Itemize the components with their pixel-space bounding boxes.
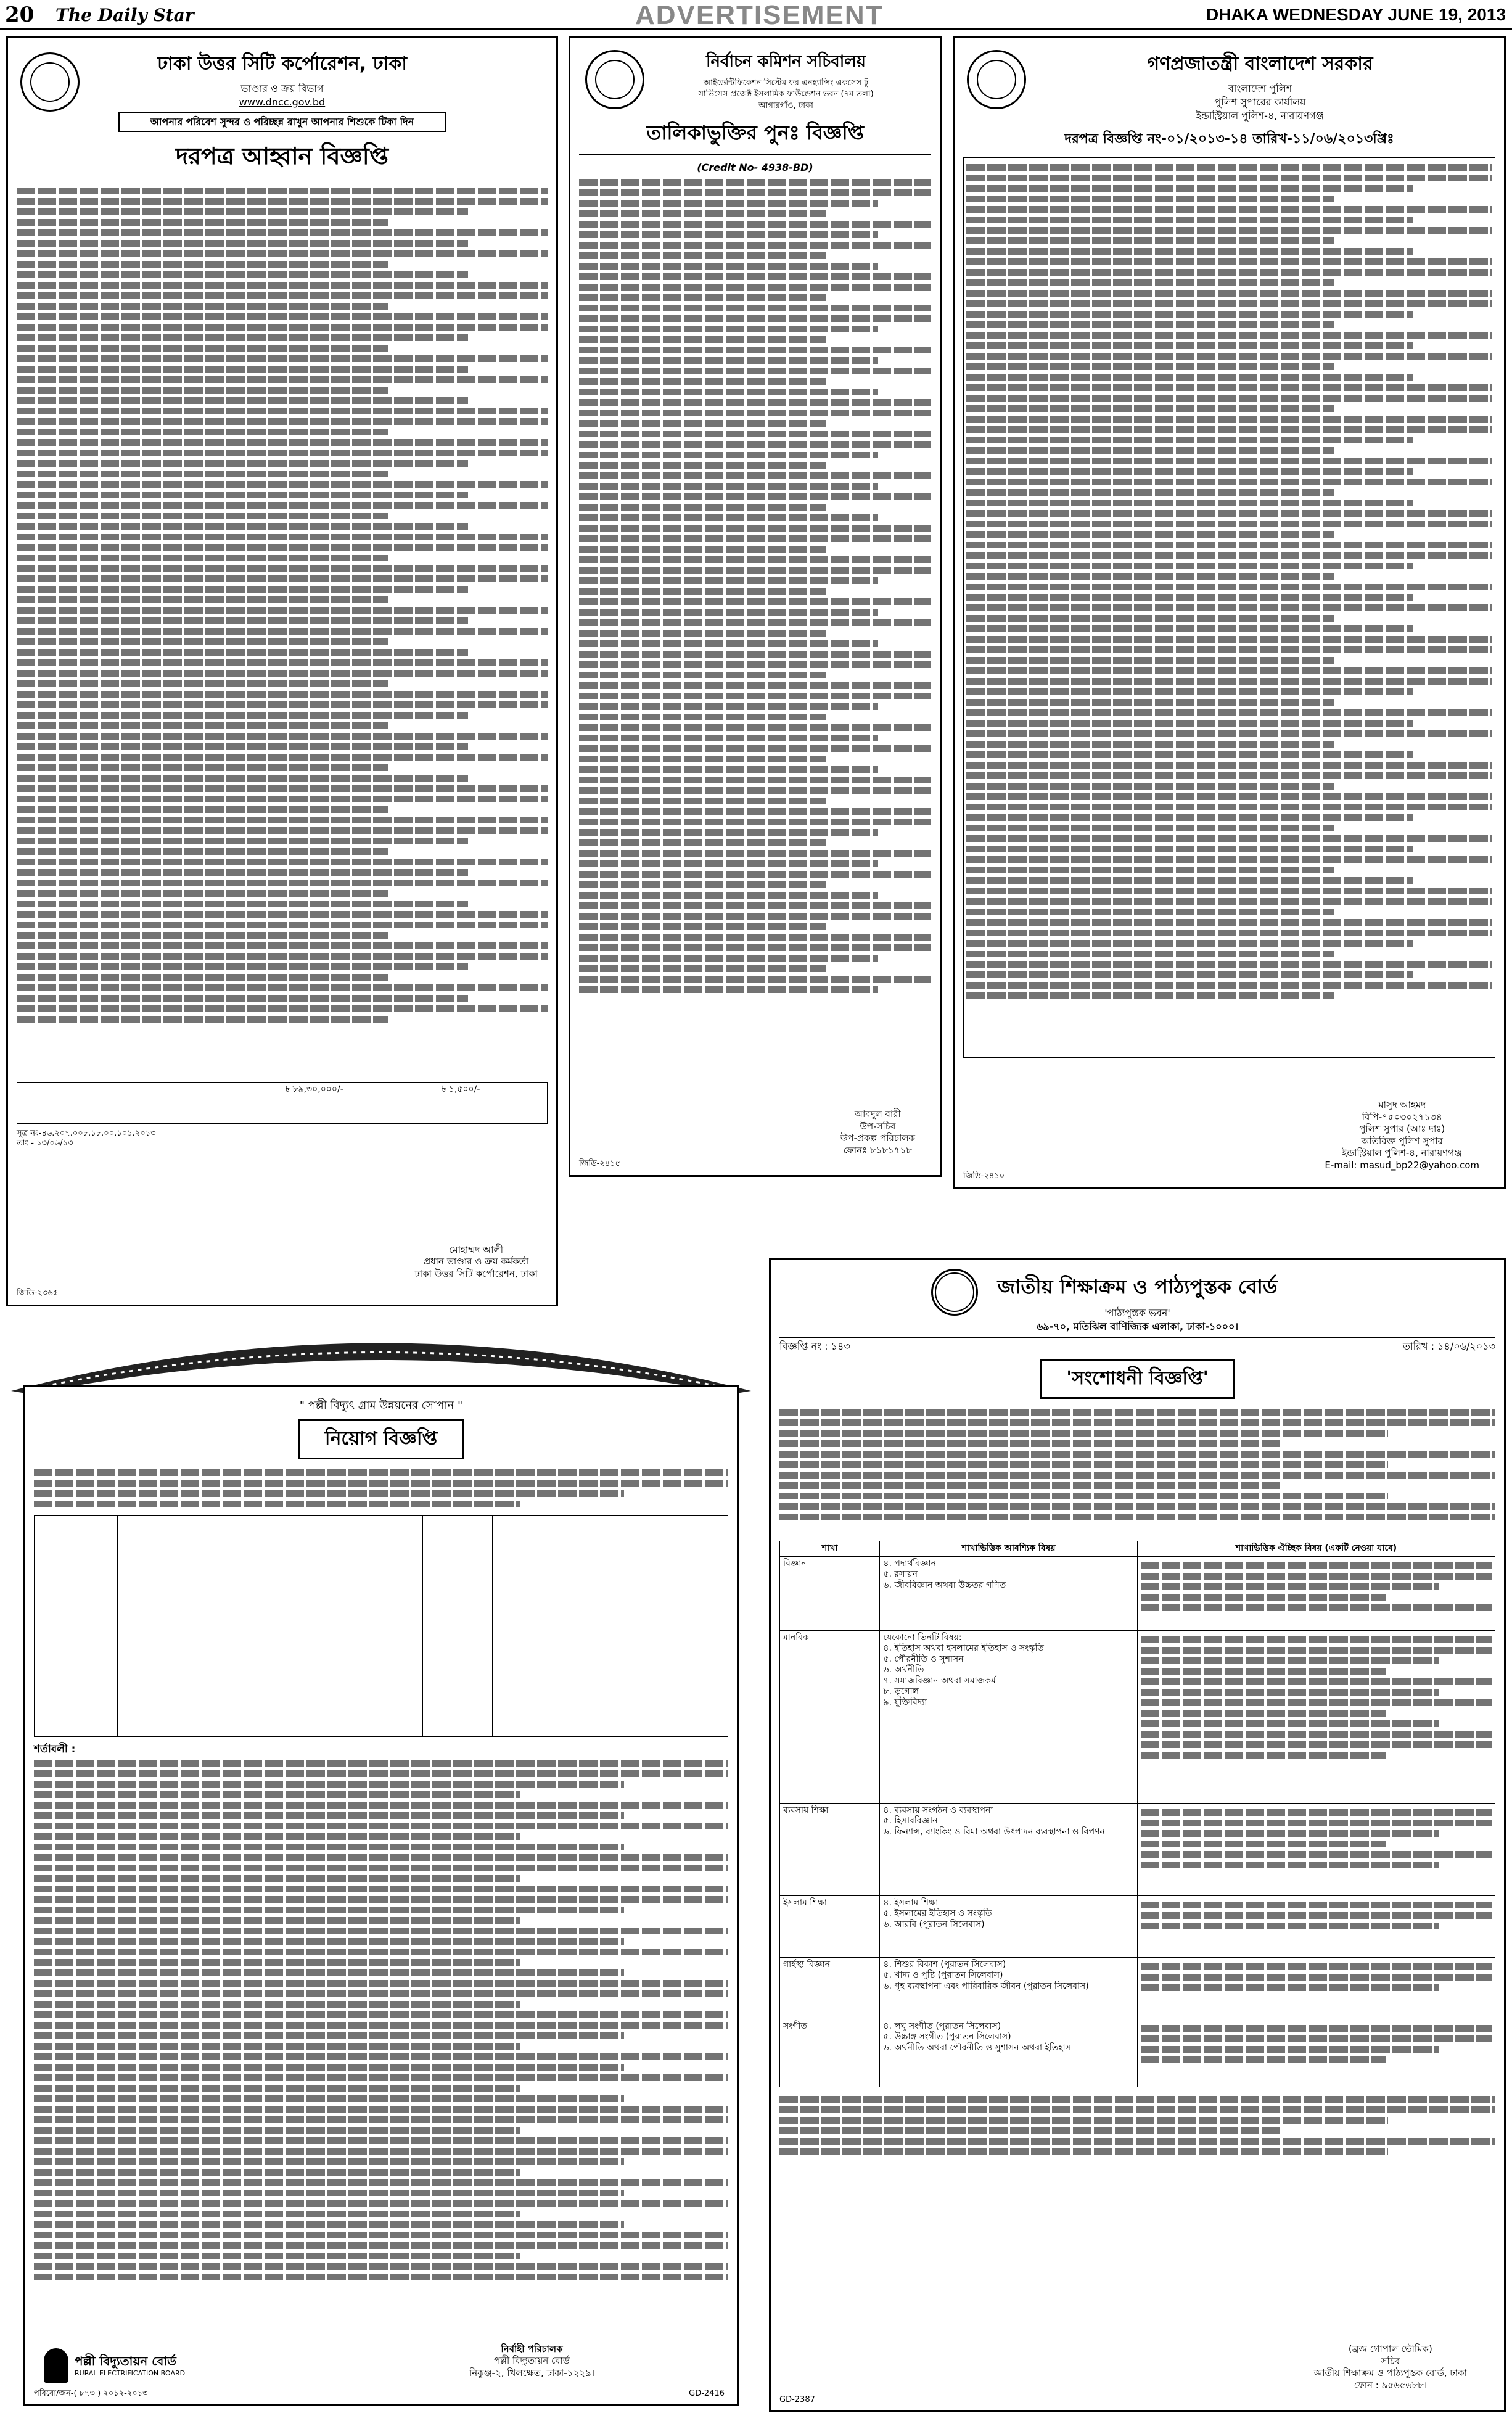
reb-code: GD-2416 bbox=[689, 2388, 725, 2398]
nctb-col-optional: শাখাভিত্তিক ঐচ্ছিক বিষয় (একটি নেওয়া যাবে) bbox=[1137, 1541, 1495, 1557]
police-signatory-title: পুলিশ সুপার (আঃ দাঃ) bbox=[1359, 1123, 1445, 1134]
nctb-branch: ব্যবসায় শিক্ষা bbox=[780, 1803, 880, 1895]
police-title: দরপত্র বিজ্ঞপ্তি নং-০১/২০১৩-১৪ তারিখ-১১/০৬/২০১৩খ্রিঃ bbox=[1064, 131, 1394, 147]
nctb-core: ৪. ব্যবসায় সংগঠন ও ব্যবস্থাপনা ৫. হিসাববিজ্ঞান ৬. ফিন্যান্স, ব্যাংকিং ও বিমা অথবা উৎপাদন ব্যবস্থাপনা ও বিপণন bbox=[880, 1803, 1138, 1895]
table-row bbox=[780, 2019, 1495, 2087]
table-row bbox=[780, 1957, 1495, 2019]
nctb-footnotes bbox=[779, 2092, 1495, 2172]
ec-phone: ফোনঃ ৮১৮১৭১৮ bbox=[843, 1144, 912, 1156]
reb-signature bbox=[469, 2343, 594, 2380]
dncc-signatory-title: প্রধান ভাণ্ডার ও ক্রয় কর্মকর্তা bbox=[424, 1256, 529, 1267]
dncc-signatory: মোহাম্মদ আলী bbox=[449, 1243, 504, 1255]
dncc-logo-icon bbox=[20, 52, 80, 112]
nctb-phone: ফোন : ৯৫৬৫৬৮৮। bbox=[1354, 2379, 1428, 2391]
dncc-date: তাং - ১৩/০৬/১৩ bbox=[17, 1139, 73, 1149]
police-sub1: বাংলাদেশ পুলিশ bbox=[1228, 83, 1292, 94]
police-table-text bbox=[963, 157, 1495, 1058]
dncc-dept: ভাণ্ডার ও ক্রয় বিভাগ bbox=[240, 83, 324, 94]
police-sub3: ইন্ডাস্ট্রিয়াল পুলিশ-৪, নারায়ণগঞ্জ bbox=[1196, 110, 1325, 122]
nctb-core: ৪. পদার্থবিজ্ঞান ৫. রসায়ন ৬. জীববিজ্ঞান অথবা উচ্চতর গণিত bbox=[880, 1556, 1138, 1630]
ad-police bbox=[953, 36, 1506, 1189]
govt-logo-icon bbox=[967, 50, 1026, 109]
police-sub2: পুলিশ সুপারের কার্যালয় bbox=[1214, 96, 1306, 108]
nctb-code: GD-2387 bbox=[779, 2394, 815, 2404]
nctb-org: জাতীয় শিক্ষাক্রম ও পাঠ্যপুস্তক বোর্ড bbox=[997, 1275, 1278, 1298]
ec-code: জিডি-২৪১৫ bbox=[579, 1158, 621, 1168]
dncc-memo: সূত্র নং-৪৬.২০৭.০০৮.১৮.০০.১০১.২০১৩ bbox=[17, 1129, 156, 1138]
police-signatory-id: বিপি-৭৫০৩০২৭১৩৪ bbox=[1362, 1111, 1442, 1123]
reb-intro-text bbox=[34, 1466, 728, 1515]
nctb-branch: সংগীত bbox=[780, 2019, 880, 2087]
dncc-slogan: আপনার পরিবেশ সুন্দর ও পরিচ্ছন্ন রাখুন আপনার শিশুকে টিকা দিন bbox=[118, 112, 446, 132]
table-row bbox=[780, 1556, 1495, 1630]
nctb-signatory: (ব্রজ গোপাল ভৌমিক) bbox=[1348, 2343, 1432, 2354]
nctb-col-core: শাখাভিত্তিক আবশ্যিক বিষয় bbox=[880, 1541, 1138, 1557]
ec-org: নির্বাচন কমিশন সচিবালয় bbox=[706, 52, 866, 71]
dncc-title: দরপত্র আহ্বান বিজ্ঞপ্তি bbox=[175, 142, 389, 170]
ad-nctb bbox=[769, 1258, 1506, 2412]
dncc-org: ঢাকা উত্তর সিটি কর্পোরেশন, ঢাকা bbox=[157, 53, 407, 75]
ec-logo-icon bbox=[585, 50, 644, 109]
reb-slogan: " পল্লী বিদ্যুৎ গ্রাম উন্নয়নের সোপান " bbox=[299, 1399, 463, 1412]
nctb-core: যেকোনো তিনটি বিষয়: ৪. ইতিহাস অথবা ইসলামের ইতিহাস ও সংস্কৃতি ৫. পৌরনীতি ও সুশাসন ৬. অর্থনীতি ৭. সমাজবিজ্ঞান অথবা সমাজকর্ম ৮. ভূগোল ৯. যুক্তিবিদ্যা bbox=[880, 1630, 1138, 1803]
table-row bbox=[780, 1803, 1495, 1895]
page-number: 20 bbox=[5, 2, 35, 27]
ec-body-text bbox=[579, 175, 931, 1002]
table-row bbox=[780, 1895, 1495, 1957]
ec-signatory: আবদুল বারী bbox=[854, 1108, 901, 1120]
nctb-core: ৪. লঘু সংগীত (পুরাতন সিলেবাস) ৫. উচ্চাঙ্গ সংগীত (পুরাতন সিলেবাস) ৬. অর্থনীতি অথবা পৌরনীতি ও সুশাসন অথবা ইতিহাস bbox=[880, 2019, 1138, 2087]
section-label: ADVERTISEMENT bbox=[635, 0, 884, 30]
reb-memo: পবিবো/জন-( ৮৭৩ ) ২০১২-২০১৩ bbox=[34, 2388, 148, 2398]
table-row bbox=[780, 1630, 1495, 1803]
police-signatory: মাসুদ আহমদ bbox=[1378, 1099, 1426, 1110]
reb-roof-icon bbox=[11, 1320, 751, 1394]
reb-conditions-text bbox=[34, 1756, 728, 2299]
nctb-signatory-title: সচিব bbox=[1381, 2355, 1400, 2367]
ec-signatory-title: উপ-সচিব bbox=[860, 1120, 896, 1132]
dncc-signature bbox=[414, 1244, 538, 1281]
nctb-logo-icon bbox=[931, 1269, 978, 1316]
nctb-title: 'সংশোধনী বিজ্ঞপ্তি' bbox=[1040, 1359, 1235, 1399]
ec-sub2: সার্ভিসেস প্রজেক্ট ইসলামিক ফাউন্ডেশন ভবন (৭ম তলা) bbox=[698, 89, 874, 99]
nctb-notice-no: বিজ্ঞপ্তি নং : ১৪৩ bbox=[779, 1340, 850, 1352]
nctb-signatory-org: জাতীয় শিক্ষাক্রম ও পাঠ্যপুস্তক বোর্ড, ঢাকা bbox=[1313, 2367, 1467, 2378]
police-signatory-title2: অতিরিক্ত পুলিশ সুপার bbox=[1361, 1135, 1443, 1147]
nctb-subject-table bbox=[779, 1541, 1495, 2087]
ad-reb bbox=[23, 1385, 739, 2406]
nctb-sub2: ৬৯-৭০, মতিঝিল বাণিজ্যিক এলাকা, ঢাকা-১০০০। bbox=[1036, 1321, 1239, 1332]
nctb-intro-text bbox=[779, 1405, 1495, 1541]
nctb-signature bbox=[1314, 2343, 1467, 2391]
page-header bbox=[0, 0, 1512, 30]
reb-title: নিয়োগ বিজ্ঞপ্তি bbox=[298, 1419, 464, 1459]
dateline: DHAKA WEDNESDAY JUNE 19, 2013 bbox=[1206, 5, 1506, 24]
police-signature bbox=[1325, 1099, 1479, 1171]
reb-job-table bbox=[34, 1515, 728, 1737]
ad-dncc bbox=[6, 36, 558, 1306]
reb-signatory-title: নির্বাহী পরিচালক bbox=[501, 2343, 563, 2354]
ec-sub1: আইডেন্টিফিকেশন সিস্টেম ফর এনহ্যান্সিং একসেস টু bbox=[703, 78, 869, 88]
dncc-website[interactable]: www.dncc.gov.bd bbox=[239, 96, 326, 108]
bulb-icon bbox=[44, 2348, 68, 2383]
reb-signatory-addr: নিকুঞ্জ-২, খিলক্ষেত, ঢাকা-১২২৯। bbox=[469, 2367, 594, 2378]
police-email[interactable]: E-mail: masud_bp22@yahoo.com bbox=[1325, 1159, 1479, 1171]
nctb-branch: ইসলাম শিক্ষা bbox=[780, 1895, 880, 1957]
dncc-price-table bbox=[17, 1082, 548, 1124]
police-signatory-org: ইন্ডাস্ট্রিয়াল পুলিশ-৪, নারায়ণগঞ্জ bbox=[1342, 1147, 1462, 1158]
reb-logo-text: পল্লী বিদ্যুতায়ন বোর্ড bbox=[75, 2353, 176, 2369]
dncc-code: জিডি-২৩৬৫ bbox=[17, 1288, 59, 1298]
nctb-branch: গার্হস্থ্য বিজ্ঞান bbox=[780, 1957, 880, 2019]
dncc-contract-price: ৳ ৮৯,৩০,০০০/- bbox=[282, 1083, 438, 1124]
nctb-sub1: 'পাঠ্যপুস্তক ভবন' bbox=[1104, 1307, 1170, 1319]
ec-title: তালিকাভুক্তির পুনঃ বিজ্ঞপ্তি bbox=[579, 117, 931, 155]
dncc-body-text bbox=[17, 184, 548, 1078]
nctb-col-branch: শাখা bbox=[780, 1541, 880, 1557]
police-org: গণপ্রজাতন্ত্রী বাংলাদেশ সরকার bbox=[1147, 53, 1373, 75]
nctb-date: তারিখ : ১৪/০৬/২০১৩ bbox=[1402, 1340, 1495, 1352]
dncc-doc-price: ৳ ১,৫০০/- bbox=[438, 1083, 548, 1124]
nctb-branch: মানবিক bbox=[780, 1630, 880, 1803]
nctb-branch: বিজ্ঞান bbox=[780, 1556, 880, 1630]
ec-signature bbox=[840, 1108, 915, 1157]
reb-logo-text-en: RURAL ELECTRIFICATION BOARD bbox=[75, 2369, 186, 2377]
nctb-core: ৪. ইসলাম শিক্ষা ৫. ইসলামের ইতিহাস ও সংস্কৃতি ৬. আরবি (পুরাতন সিলেবাস) bbox=[880, 1895, 1138, 1957]
reb-section-title: শর্তাবলী : bbox=[34, 1743, 76, 1755]
reb-logo bbox=[44, 2348, 185, 2383]
paper-name: The Daily Star bbox=[55, 5, 194, 25]
nctb-core: ৪. শিশুর বিকাশ (পুরাতন সিলেবাস) ৫. খাদ্য ও পুষ্টি (পুরাতন সিলেবাস) ৬. গৃহ ব্যবস্থাপনা এবং পারিবারিক জীবন (পুরাতন সিলেবাস) bbox=[880, 1957, 1138, 2019]
reb-signatory-org: পল্লী বিদ্যুতায়ন বোর্ড bbox=[494, 2355, 570, 2366]
police-code: জিডি-২৪১০ bbox=[963, 1171, 1005, 1181]
ec-signatory-title2: উপ-প্রকল্প পরিচালক bbox=[840, 1132, 915, 1144]
ec-credit: (Credit No- 4938-BD) bbox=[697, 161, 813, 173]
ec-sub3: আগারগাঁও, ঢাকা bbox=[758, 101, 813, 110]
dncc-signatory-org: ঢাকা উত্তর সিটি কর্পোরেশন, ঢাকা bbox=[414, 1268, 538, 1279]
ad-election-commission bbox=[569, 36, 942, 1177]
